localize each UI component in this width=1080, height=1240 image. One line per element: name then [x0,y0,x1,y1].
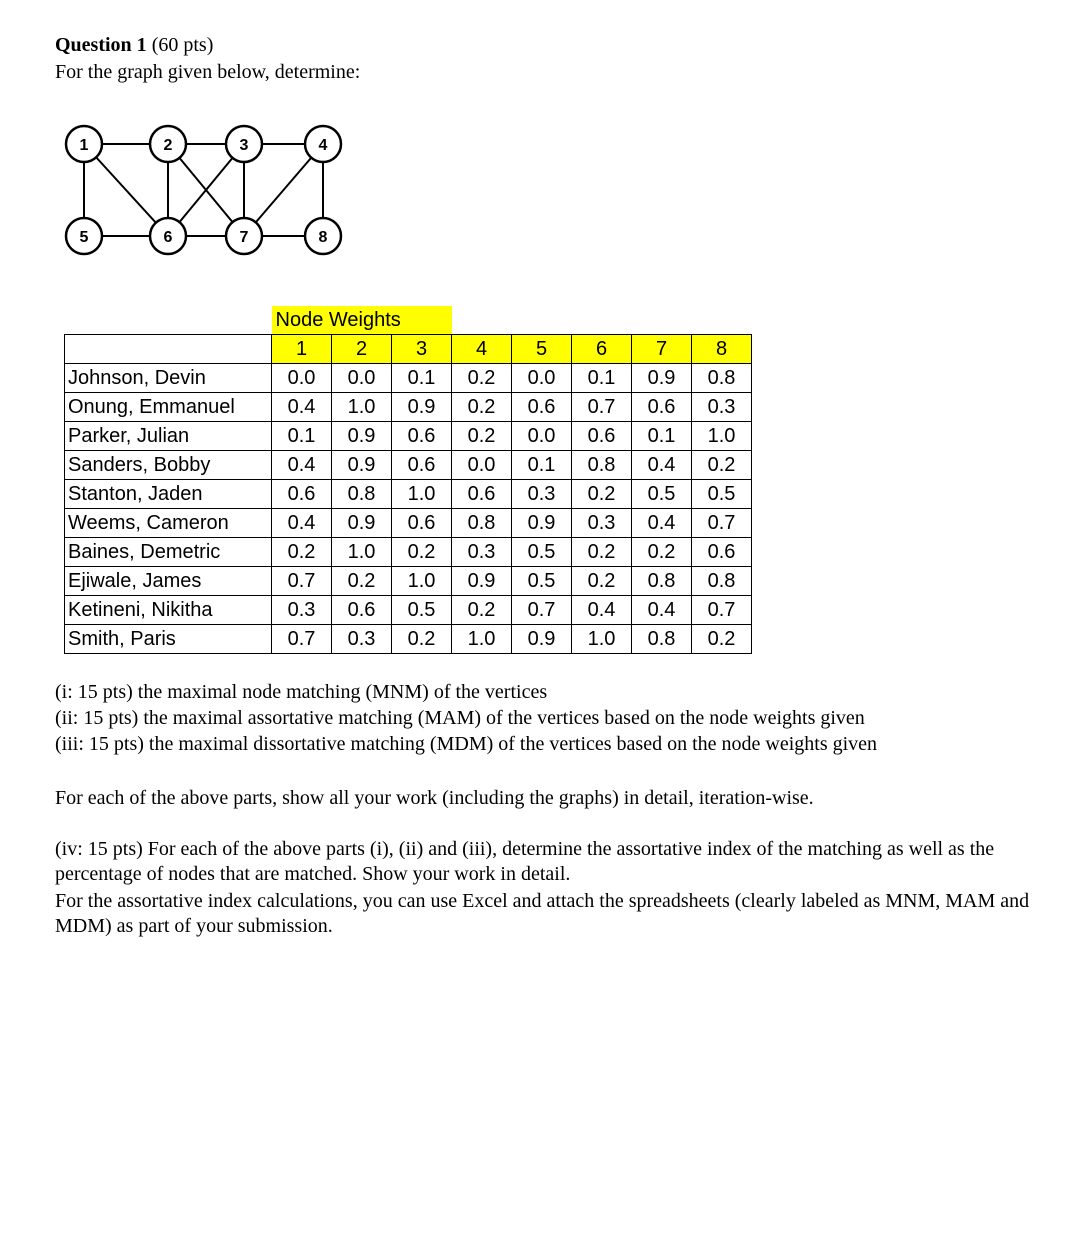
weight-cell: 0.2 [632,538,692,567]
graph-node-label-4: 4 [318,137,328,154]
table-row [65,509,752,538]
student-name: Smith, Paris [65,625,272,654]
weight-cell: 0.1 [392,364,452,393]
weight-cell: 0.4 [632,596,692,625]
weight-cell: 0.6 [392,451,452,480]
table-row [65,538,752,567]
weight-cell: 0.9 [392,393,452,422]
weight-cell: 0.6 [392,509,452,538]
weight-cell: 0.2 [452,393,512,422]
weight-cell: 0.6 [692,538,752,567]
weight-cell: 0.5 [692,480,752,509]
weight-cell: 0.9 [452,567,512,596]
graph-node-label-8: 8 [318,229,328,246]
weight-cell: 0.2 [272,538,332,567]
weight-cell: 0.2 [392,625,452,654]
column-header: 3 [392,335,452,364]
weight-cell: 0.6 [392,422,452,451]
question-points: (60 pts) [151,34,214,56]
weight-cell: 0.2 [452,422,512,451]
weight-cell: 0.7 [692,596,752,625]
weight-cell: 0.7 [512,596,572,625]
part-iv: (iv: 15 pts) For each of the above parts (i), (ii) and (iii), determine the assortative index of the matching as well as the percentage of nodes that are matched. Show your work in detail. [55,838,995,885]
weight-cell: 0.4 [272,393,332,422]
weight-cell: 0.5 [632,480,692,509]
weight-cell: 0.4 [632,509,692,538]
column-header: 7 [632,335,692,364]
weight-cell: 0.9 [512,509,572,538]
weight-cell: 1.0 [332,538,392,567]
student-name: Stanton, Jaden [65,480,272,509]
weight-cell: 0.9 [332,422,392,451]
weight-cell: 0.8 [692,567,752,596]
weight-cell: 0.7 [572,393,632,422]
weight-cell: 0.8 [632,567,692,596]
weight-cell: 0.3 [512,480,572,509]
weight-cell: 0.2 [692,625,752,654]
student-name: Weems, Cameron [65,509,272,538]
weight-cell: 1.0 [452,625,512,654]
graph-node-label-7: 7 [239,229,249,246]
weight-cell: 0.0 [272,364,332,393]
weight-cell: 0.8 [632,625,692,654]
table-corner-cell [65,335,272,364]
weight-cell: 0.5 [512,567,572,596]
part-iii: (iii: 15 pts) the maximal dissortative matching (MDM) of the vertices based on the node weights given [55,733,878,755]
student-name: Onung, Emmanuel [65,393,272,422]
column-header: 4 [452,335,512,364]
part-ii: (ii: 15 pts) the maximal assortative matching (MAM) of the vertices based on the node weights given [55,707,865,729]
column-header: 6 [572,335,632,364]
graph-node-label-5: 5 [79,229,89,246]
weight-cell: 0.3 [452,538,512,567]
weight-cell: 0.4 [632,451,692,480]
weight-cell: 0.8 [332,480,392,509]
weight-cell: 0.6 [332,596,392,625]
weight-cell: 0.6 [272,480,332,509]
table-row [65,480,752,509]
student-name: Baines, Demetric [65,538,272,567]
weight-cell: 0.7 [272,625,332,654]
weight-cell: 0.5 [512,538,572,567]
column-header: 8 [692,335,752,364]
graph-node-label-2: 2 [163,137,173,154]
weight-cell: 0.0 [512,422,572,451]
table-row [65,625,752,654]
weight-cell: 0.2 [392,538,452,567]
table-row [65,364,752,393]
weight-cell: 0.1 [272,422,332,451]
node-weights-table [64,306,752,654]
weight-cell: 0.9 [632,364,692,393]
weight-cell: 0.2 [452,364,512,393]
weight-cell: 0.6 [632,393,692,422]
student-name: Sanders, Bobby [65,451,272,480]
student-name: Ketineni, Nikitha [65,596,272,625]
table-row [65,422,752,451]
weight-cell: 0.5 [392,596,452,625]
weight-cell: 0.7 [692,509,752,538]
weight-cell: 0.3 [272,596,332,625]
weight-cell: 0.9 [332,451,392,480]
table-row [65,393,752,422]
graph-node-label-3: 3 [239,137,249,154]
question-title: Question 1 [55,34,147,56]
weight-cell: 0.3 [692,393,752,422]
excel-note: For the assortative index calculations, you can use Excel and attach the spreadsheets (clearly labeled as MNM, MAM and MDM) as part of your submission. [55,890,1030,937]
instruction-text: For each of the above parts, show all your work (including the graphs) in detail, iteration-wise. [55,787,814,809]
table-row [65,596,752,625]
weight-cell: 1.0 [332,393,392,422]
table-row [65,567,752,596]
column-header: 1 [272,335,332,364]
weight-cell: 0.8 [572,451,632,480]
weight-cell: 0.7 [272,567,332,596]
weight-cell: 0.4 [272,509,332,538]
weight-cell: 0.3 [572,509,632,538]
student-name: Parker, Julian [65,422,272,451]
weight-cell: 0.6 [572,422,632,451]
weight-cell: 0.2 [452,596,512,625]
part-i: (i: 15 pts) the maximal node matching (MNM) of the vertices [55,681,548,703]
table-row [65,451,752,480]
graph-diagram [55,112,355,262]
graph-node-label-1: 1 [79,137,89,154]
weight-cell: 0.2 [572,480,632,509]
weight-cell: 0.2 [692,451,752,480]
weight-cell: 1.0 [572,625,632,654]
weight-cell: 1.0 [692,422,752,451]
weight-cell: 0.2 [332,567,392,596]
table-title: Node Weights [272,306,452,335]
weight-cell: 0.3 [332,625,392,654]
weight-cell: 0.8 [452,509,512,538]
column-header: 5 [512,335,572,364]
weight-cell: 0.0 [332,364,392,393]
weight-cell: 0.6 [452,480,512,509]
weight-cell: 0.1 [632,422,692,451]
weight-cell: 0.6 [512,393,572,422]
question-heading [55,33,213,57]
weight-cell: 1.0 [392,567,452,596]
weight-cell: 0.9 [512,625,572,654]
column-header: 2 [332,335,392,364]
graph-node-label-6: 6 [163,229,173,246]
student-name: Ejiwale, James [65,567,272,596]
student-name: Johnson, Devin [65,364,272,393]
weight-cell: 0.8 [692,364,752,393]
weight-cell: 0.2 [572,567,632,596]
weight-cell: 0.1 [512,451,572,480]
weight-cell: 0.1 [572,364,632,393]
weight-cell: 1.0 [392,480,452,509]
weight-cell: 0.2 [572,538,632,567]
weight-cell: 0.0 [512,364,572,393]
weight-cell: 0.4 [572,596,632,625]
weight-cell: 0.4 [272,451,332,480]
weight-cell: 0.0 [452,451,512,480]
weight-cell: 0.9 [332,509,392,538]
question-intro: For the graph given below, determine: [55,61,361,83]
